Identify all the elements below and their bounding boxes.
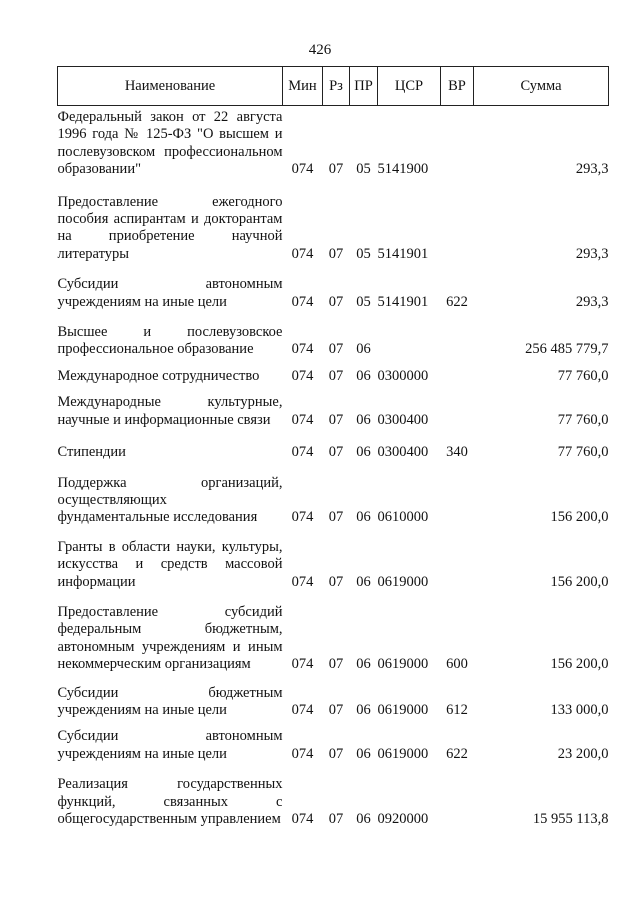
table-row (58, 719, 609, 763)
cell-sum: 293,3 (575, 293, 609, 310)
cell-sum: 77 760,0 (557, 367, 609, 384)
cell-name: Международные культурные, научные и информационные связи (57, 394, 283, 428)
cell-sum: 15 955 113,8 (532, 811, 609, 827)
table-row (58, 462, 609, 527)
table-row (58, 311, 609, 359)
table-row (58, 179, 609, 264)
table-row (58, 429, 609, 461)
cell-pr: 05 (356, 161, 371, 178)
cell-pr: 05 (356, 245, 371, 262)
cell-name: Стипендии (57, 444, 126, 461)
cell-csr (378, 311, 441, 359)
page-number: 426 (308, 42, 332, 58)
cell-sum: 156 200,0 (550, 573, 609, 590)
table-row (58, 591, 609, 674)
cell-sum: 156 200,0 (550, 509, 609, 526)
cell-name: Предоставление субсидий федеральным бюджетным, автономным учреждениям и иным некоммерческим организациям (57, 603, 283, 673)
table-row (58, 763, 609, 828)
cell-min: 074 (291, 701, 314, 718)
cell-sum: 256 485 779,7 (525, 341, 609, 358)
cell-rz: 07 (328, 811, 344, 827)
header-csr: ЦСР (378, 67, 441, 106)
cell-csr: 0300400 (377, 444, 429, 461)
table-row (58, 385, 609, 429)
cell-sum: 23 200,0 (557, 745, 609, 762)
cell-vr (441, 462, 474, 527)
cell-csr: 0610000 (377, 509, 429, 526)
cell-pr: 06 (356, 367, 371, 384)
cell-min: 074 (291, 411, 314, 428)
cell-sum: 293,3 (575, 245, 609, 262)
table-body (58, 106, 609, 829)
cell-vr (441, 763, 474, 828)
table-row (58, 359, 609, 385)
cell-min: 074 (291, 444, 314, 461)
cell-rz: 07 (328, 701, 344, 718)
cell-min: 074 (291, 245, 314, 262)
header-name: Наименование (58, 67, 283, 106)
cell-min: 074 (291, 811, 314, 827)
table-row (58, 674, 609, 720)
cell-sum: 293,3 (575, 161, 609, 178)
cell-min: 074 (291, 341, 314, 358)
cell-csr: 5141900 (377, 161, 429, 178)
cell-sum: 77 760,0 (557, 411, 609, 428)
header-vr: ВР (441, 67, 474, 106)
table-row (58, 106, 609, 179)
cell-pr: 06 (356, 656, 371, 673)
cell-csr: 0920000 (377, 811, 429, 827)
table-row (58, 263, 609, 311)
cell-vr (441, 311, 474, 359)
cell-csr: 5141901 (377, 293, 429, 310)
cell-name: Гранты в области науки, культуры, искусства и средств массовой информации (57, 538, 283, 590)
cell-rz: 07 (328, 245, 344, 262)
cell-min: 074 (291, 573, 314, 590)
cell-csr: 0300400 (377, 411, 429, 428)
table-header (58, 67, 609, 106)
cell-name: Федеральный закон от 22 августа 1996 года № 125-ФЗ "О высшем и послевузовском профессиональном образовании" (57, 109, 283, 178)
cell-rz: 07 (328, 573, 344, 590)
cell-vr (441, 179, 474, 264)
cell-rz: 07 (328, 444, 344, 461)
table-row (58, 527, 609, 591)
cell-csr: 0619000 (377, 745, 429, 762)
cell-vr (441, 106, 474, 179)
cell-min: 074 (291, 367, 314, 384)
cell-pr: 06 (356, 701, 371, 718)
cell-sum: 133 000,0 (550, 701, 609, 718)
cell-vr (441, 359, 474, 385)
cell-vr: 622 (446, 293, 468, 310)
cell-csr: 0619000 (377, 573, 429, 590)
cell-pr: 06 (356, 341, 371, 358)
cell-name: Реализация государственных функций, связанных с общегосударственным управлением (57, 776, 283, 827)
cell-rz: 07 (328, 656, 344, 673)
cell-vr: 600 (446, 656, 468, 673)
header-rz: Рз (323, 67, 350, 106)
cell-name: Международное сотрудничество (57, 367, 260, 384)
cell-vr: 622 (446, 745, 468, 762)
header-min: Мин (283, 67, 323, 106)
budget-table (57, 66, 609, 828)
cell-name: Субсидии бюджетным учреждениям на иные цели (57, 684, 283, 718)
cell-min: 074 (291, 293, 314, 310)
cell-name: Субсидии автономным учреждениям на иные цели (57, 728, 283, 762)
cell-name: Субсидии автономным учреждениям на иные цели (57, 276, 283, 310)
header-sum: Сумма (474, 67, 609, 106)
cell-csr: 0619000 (377, 701, 429, 718)
cell-pr: 06 (356, 811, 371, 827)
cell-rz: 07 (328, 411, 344, 428)
cell-pr: 06 (356, 509, 371, 526)
cell-pr: 06 (356, 411, 371, 428)
cell-rz: 07 (328, 745, 344, 762)
cell-min: 074 (291, 745, 314, 762)
cell-csr: 0300000 (377, 367, 429, 384)
cell-rz: 07 (328, 509, 344, 526)
cell-name: Высшее и послевузовское профессиональное образование (57, 324, 283, 358)
cell-name: Поддержка организаций, осуществляющих фундаментальные исследования (57, 474, 283, 526)
cell-pr: 05 (356, 293, 371, 310)
cell-min: 074 (291, 656, 314, 673)
cell-rz: 07 (328, 161, 344, 178)
cell-vr (441, 385, 474, 429)
cell-vr: 340 (446, 444, 468, 461)
cell-sum: 77 760,0 (557, 444, 609, 461)
cell-min: 074 (291, 161, 314, 178)
cell-pr: 06 (356, 444, 371, 461)
cell-rz: 07 (328, 341, 344, 358)
cell-pr: 06 (356, 745, 371, 762)
cell-pr: 06 (356, 573, 371, 590)
cell-rz: 07 (328, 293, 344, 310)
cell-vr: 612 (446, 701, 468, 718)
cell-sum: 156 200,0 (550, 656, 609, 673)
cell-name: Предоставление ежегодного пособия аспирантам и докторантам на приобретение научной литературы (57, 193, 283, 262)
cell-csr: 5141901 (377, 245, 429, 262)
cell-vr (441, 527, 474, 591)
header-row (58, 67, 609, 106)
cell-min: 074 (291, 509, 314, 526)
cell-csr: 0619000 (377, 656, 429, 673)
header-pr: ПР (350, 67, 378, 106)
cell-rz: 07 (328, 367, 344, 384)
